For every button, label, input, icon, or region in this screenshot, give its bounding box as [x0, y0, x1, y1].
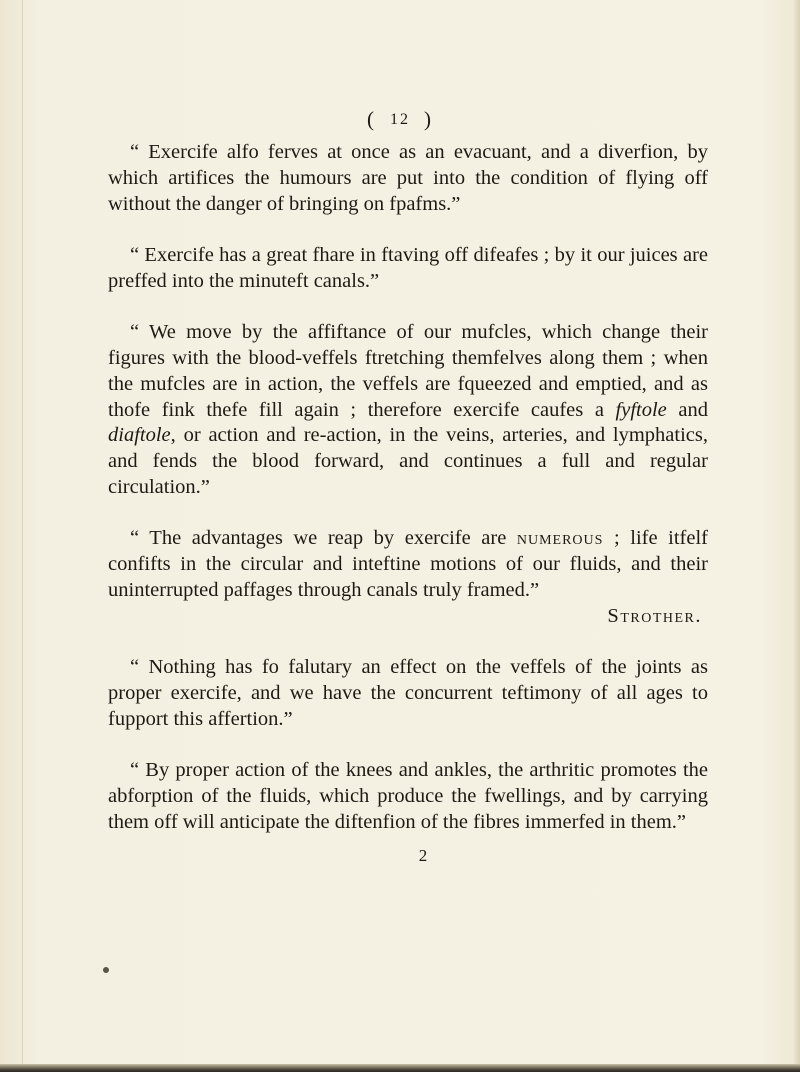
- signature-mark: 2: [418, 846, 428, 866]
- header-close-paren: ): [424, 107, 433, 131]
- term-diastole: diaftole: [108, 424, 171, 447]
- page-header: [0, 107, 800, 132]
- emphasis-numerous: numerous: [516, 527, 604, 550]
- paragraph-4-part-a: “ The advantages we reap by exercife are: [130, 527, 517, 550]
- attribution-strother: Strother.: [607, 604, 702, 627]
- paragraph-3-part-a: “ We move by the affiftance of our mufcles, which change their figures with the blood-veffels ftretching themfelves along them ; when the mufcles are in action, the veffels are fqueezed and emptied, and as thofe fink thefe fill again ; therefore exercife caufes a: [108, 321, 708, 421]
- page-edge-bottom: [0, 1064, 800, 1072]
- body-text: [108, 140, 708, 869]
- paragraph-6: “ By proper action of the knees and ankles, the arthritic promotes the abforption of the fluids, which produce the fwellings, and by carrying them off will anticipate the diftenfion of the fibres immerfed in them.”: [108, 759, 708, 833]
- paragraph-1: “ Exercife alfo ferves at once as an evacuant, and a diverfion, by which artifices the humours are put into the condition of flying off without the danger of bringing on fpafms.”: [108, 141, 708, 215]
- paragraph-3-part-b: and: [666, 398, 708, 421]
- term-systole: fyftole: [615, 398, 667, 421]
- paragraph-3-part-c: , or action and re-action, in the veins, arteries, and lymphatics, and fends the blood forward, and continues a full and regular circulation.”: [108, 424, 708, 498]
- paragraph-4-part-b: ; life itfelf confifts in the circular and inteftine motions of our fluids, and their uninterrupted paffages through canals truly framed.”: [108, 527, 708, 601]
- page-number: 12: [390, 111, 410, 128]
- paragraph-5: “ Nothing has fo falutary an effect on the veffels of the joints as proper exercife, and we have the concurrent teftimony of all ages to fupport this affertion.”: [108, 656, 708, 730]
- gutter-line: [22, 0, 23, 1072]
- header-open-paren: (: [367, 107, 376, 131]
- paragraph-3: [108, 320, 708, 501]
- page-edge-right: [794, 0, 800, 1072]
- paragraph-4: [108, 526, 708, 603]
- ink-speck: [103, 967, 109, 973]
- paragraph-2: “ Exercife has a great fhare in ftaving off difeafes ; by it our juices are preffed into the minuteft canals.”: [108, 243, 708, 292]
